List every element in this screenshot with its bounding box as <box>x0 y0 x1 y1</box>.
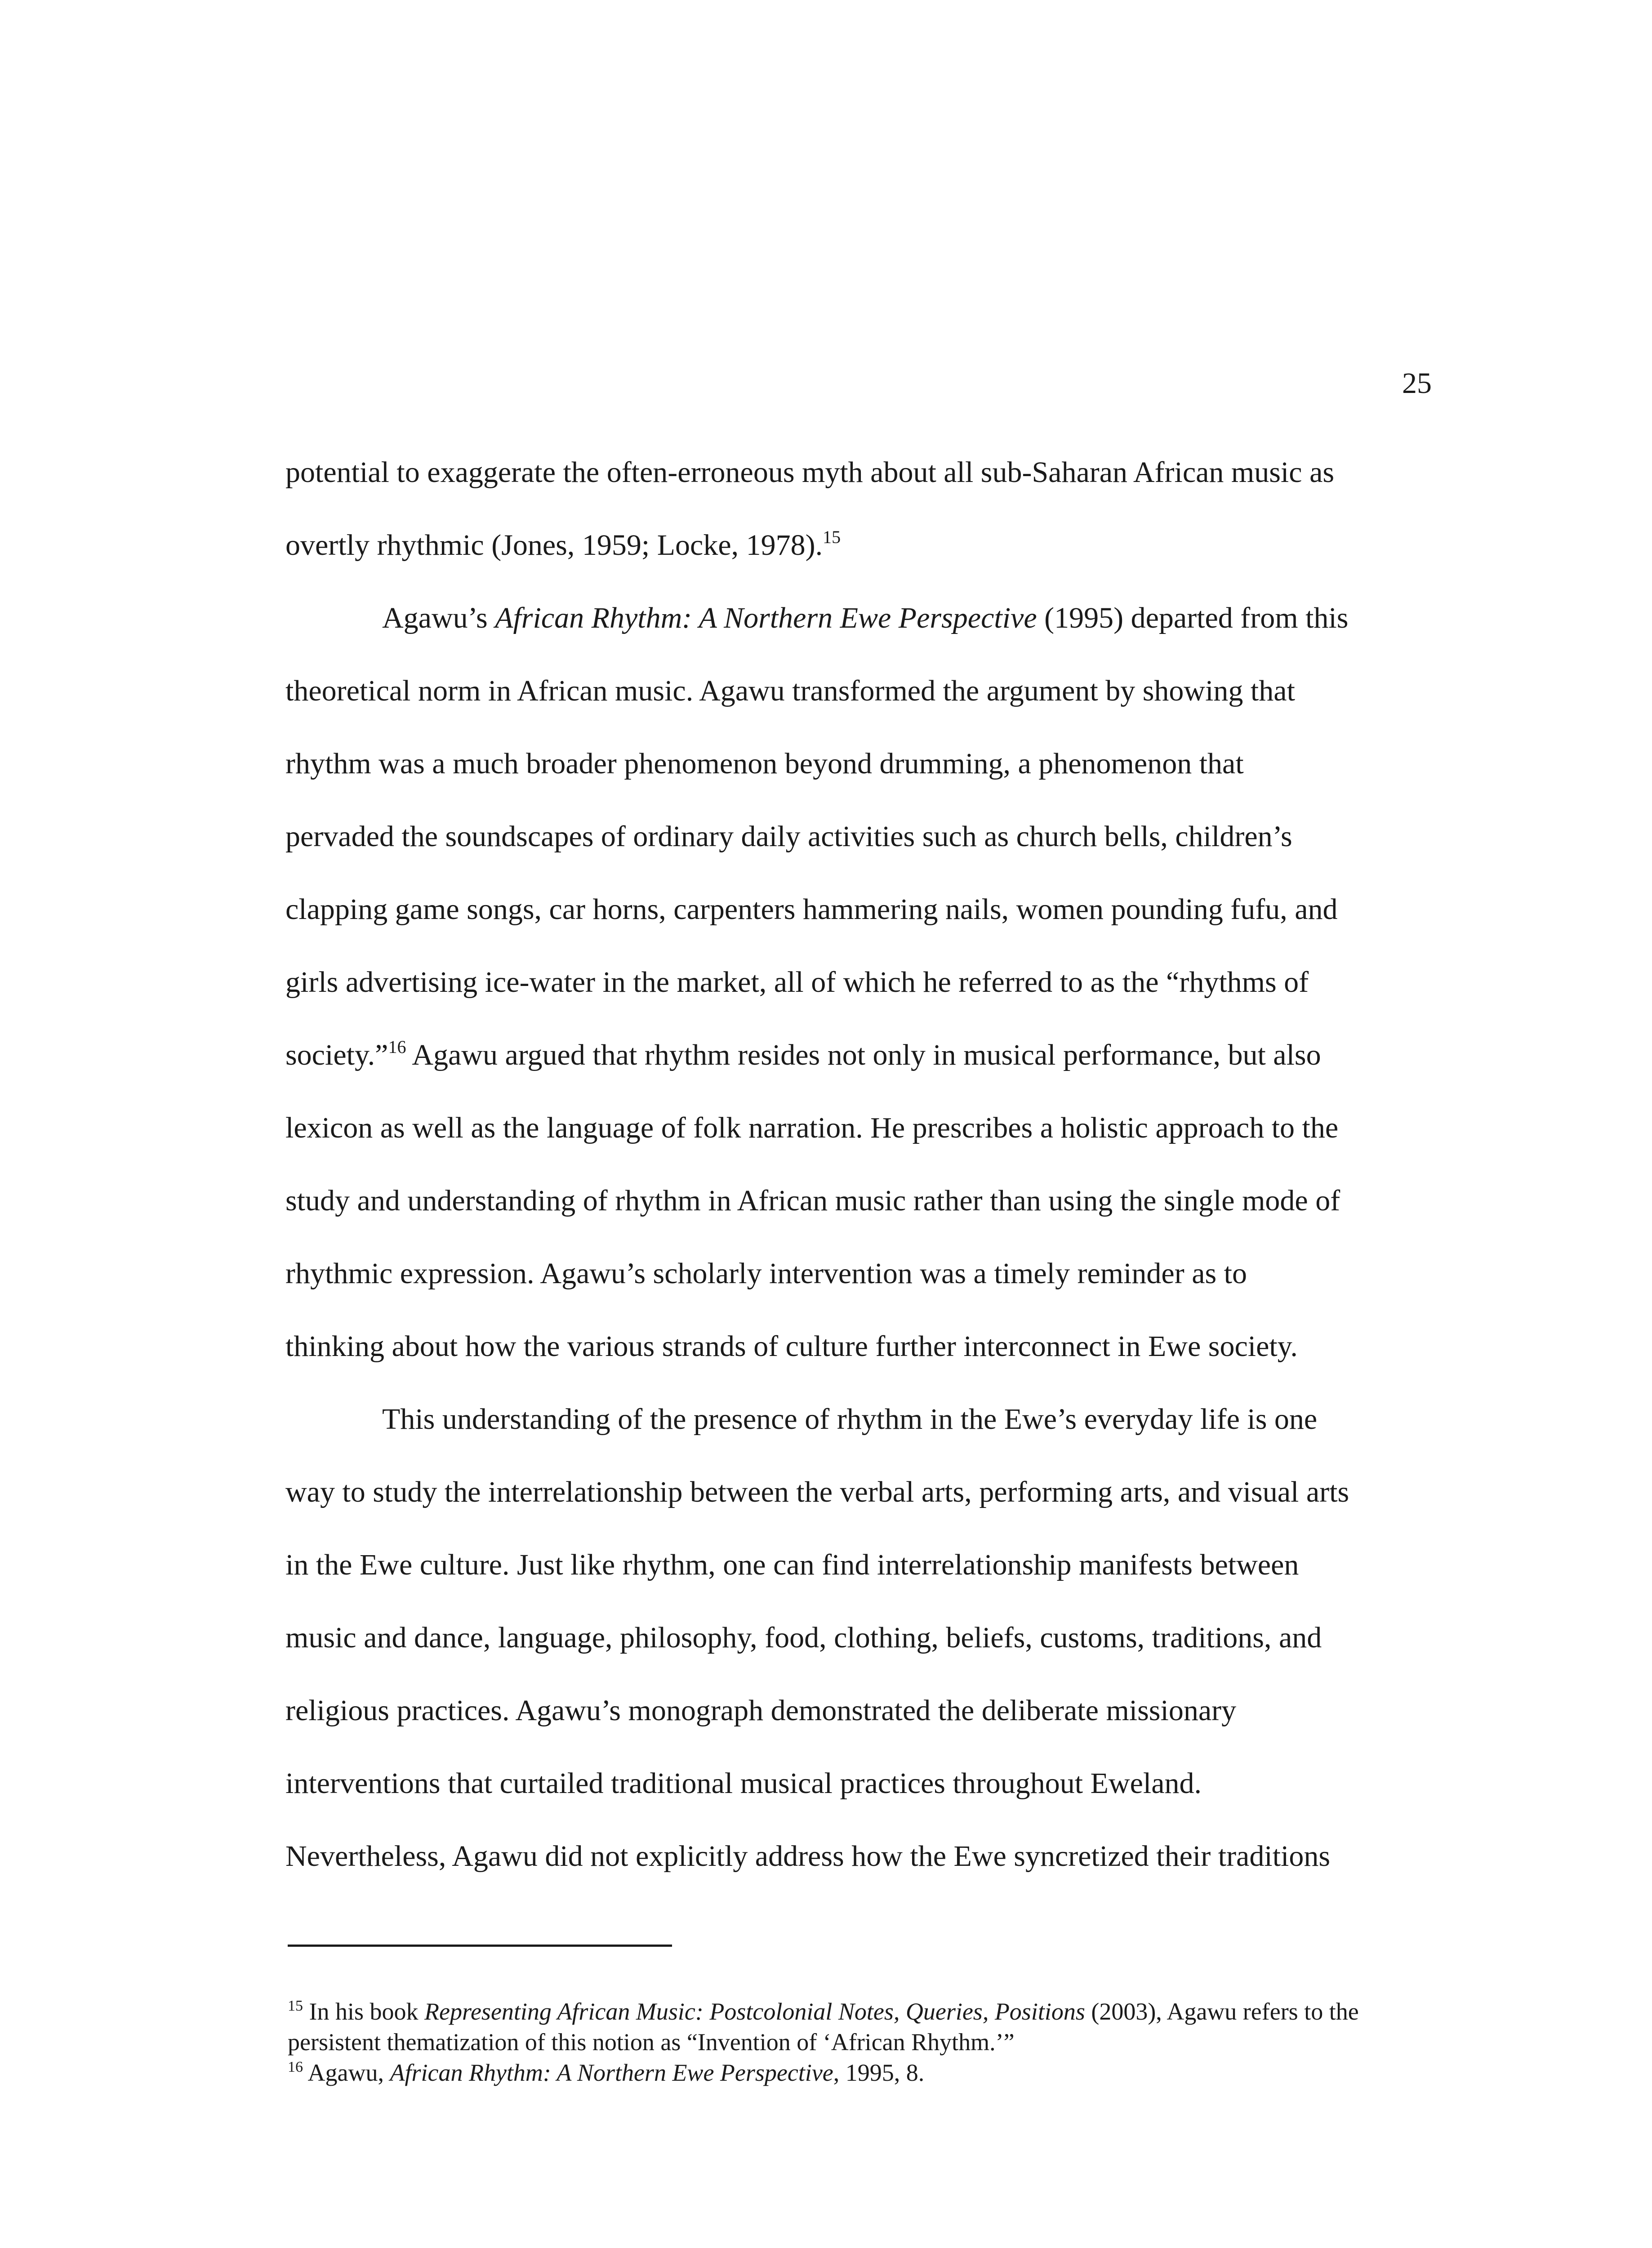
text-line <box>285 655 1436 727</box>
text-run: overtly rhythmic (Jones, 1959; Locke, 1978). <box>285 529 823 562</box>
paragraph-p3 <box>285 1383 1436 1893</box>
text-run: Agawu argued that rhythm resides not only in musical performance, but also <box>406 1039 1321 1071</box>
text-run: rhythm was a much broader phenomenon beyond drumming, a phenomenon that <box>285 747 1244 780</box>
text-line <box>285 1164 1436 1237</box>
text-line <box>285 800 1436 873</box>
text-run: religious practices. Agawu’s monograph demonstrated the deliberate missionary <box>285 1694 1237 1727</box>
text-run: society.” <box>285 1039 388 1071</box>
page-number: 25 <box>1402 367 1432 400</box>
text-line <box>285 1456 1436 1529</box>
text-line <box>285 1674 1436 1747</box>
italic-title: African Rhythm: A Northern Ewe Perspective <box>390 2059 833 2086</box>
text-line <box>285 873 1436 946</box>
text-line <box>285 727 1436 800</box>
text-run: pervaded the soundscapes of ordinary daily activities such as church bells, children’s <box>285 820 1292 853</box>
text-line <box>285 1019 1436 1092</box>
text-run: interventions that curtailed traditional musical practices throughout Eweland. <box>285 1767 1202 1800</box>
text-line <box>285 582 1436 655</box>
text-line <box>285 1747 1436 1820</box>
footnote-reference: 15 <box>823 527 841 547</box>
text-run: rhythmic expression. Agawu’s scholarly intervention was a timely reminder as to <box>285 1257 1247 1290</box>
text-run: In his book <box>303 1998 424 2025</box>
text-line <box>285 946 1436 1019</box>
text-run: theoretical norm in African music. Agawu transformed the argument by showing that <box>285 674 1295 707</box>
body-text <box>285 436 1436 1893</box>
text-run: thinking about how the various strands of culture further interconnect in Ewe society. <box>285 1330 1298 1363</box>
text-run: lexicon as well as the language of folk narration. He prescribes a holistic approach to the <box>285 1111 1339 1144</box>
italic-title: African Rhythm: A Northern Ewe Perspective <box>495 602 1037 634</box>
footnote-number: 15 <box>288 1998 303 2014</box>
text-run: (1995) departed from this <box>1037 602 1349 634</box>
text-line <box>285 1310 1436 1383</box>
text-line <box>285 1092 1436 1164</box>
text-run: , 1995, 8. <box>833 2059 925 2086</box>
text-run: Agawu’s <box>382 602 495 634</box>
text-line <box>285 1237 1436 1310</box>
text-line <box>285 436 1436 509</box>
text-line <box>285 509 1436 582</box>
text-run: potential to exaggerate the often-erroneous myth about all sub-Saharan African music as <box>285 456 1335 489</box>
text-line <box>285 1529 1436 1601</box>
text-line <box>285 1383 1436 1456</box>
text-run: study and understanding of rhythm in African music rather than using the single mode of <box>285 1184 1340 1217</box>
text-run: music and dance, language, philosophy, food, clothing, beliefs, customs, traditions, and <box>285 1621 1322 1654</box>
text-run: in the Ewe culture. Just like rhythm, one can find interrelationship manifests between <box>285 1548 1299 1581</box>
footnote-16 <box>288 2057 1438 2088</box>
paragraph-p1 <box>285 436 1436 582</box>
footnote-15 <box>288 1996 1438 2057</box>
text-run: clapping game songs, car horns, carpenters hammering nails, women pounding fufu, and <box>285 893 1338 926</box>
text-run: (2003), Agawu refers to the persistent thematization of this notion as “Invention of ‘African Rhythm.’” <box>288 1998 1359 2056</box>
footnote-reference: 16 <box>388 1037 406 1057</box>
text-run: Nevertheless, Agawu did not explicitly address how the Ewe syncretized their traditions <box>285 1840 1331 1873</box>
text-line <box>285 1820 1436 1893</box>
footnotes <box>288 1996 1438 2088</box>
footnote-number: 16 <box>288 2059 303 2075</box>
italic-title: Representing African Music: Postcolonial Notes, Queries, Positions <box>424 1998 1085 2025</box>
text-run: Agawu, <box>303 2059 390 2086</box>
text-line <box>285 1601 1436 1674</box>
paragraph-p2 <box>285 582 1436 1383</box>
text-run: girls advertising ice-water in the market, all of which he referred to as the “rhythms of <box>285 966 1309 999</box>
text-run: This understanding of the presence of rhythm in the Ewe’s everyday life is one <box>382 1403 1318 1436</box>
footnote-separator <box>288 1945 672 1947</box>
text-run: way to study the interrelationship between the verbal arts, performing arts, and visual arts <box>285 1476 1349 1508</box>
